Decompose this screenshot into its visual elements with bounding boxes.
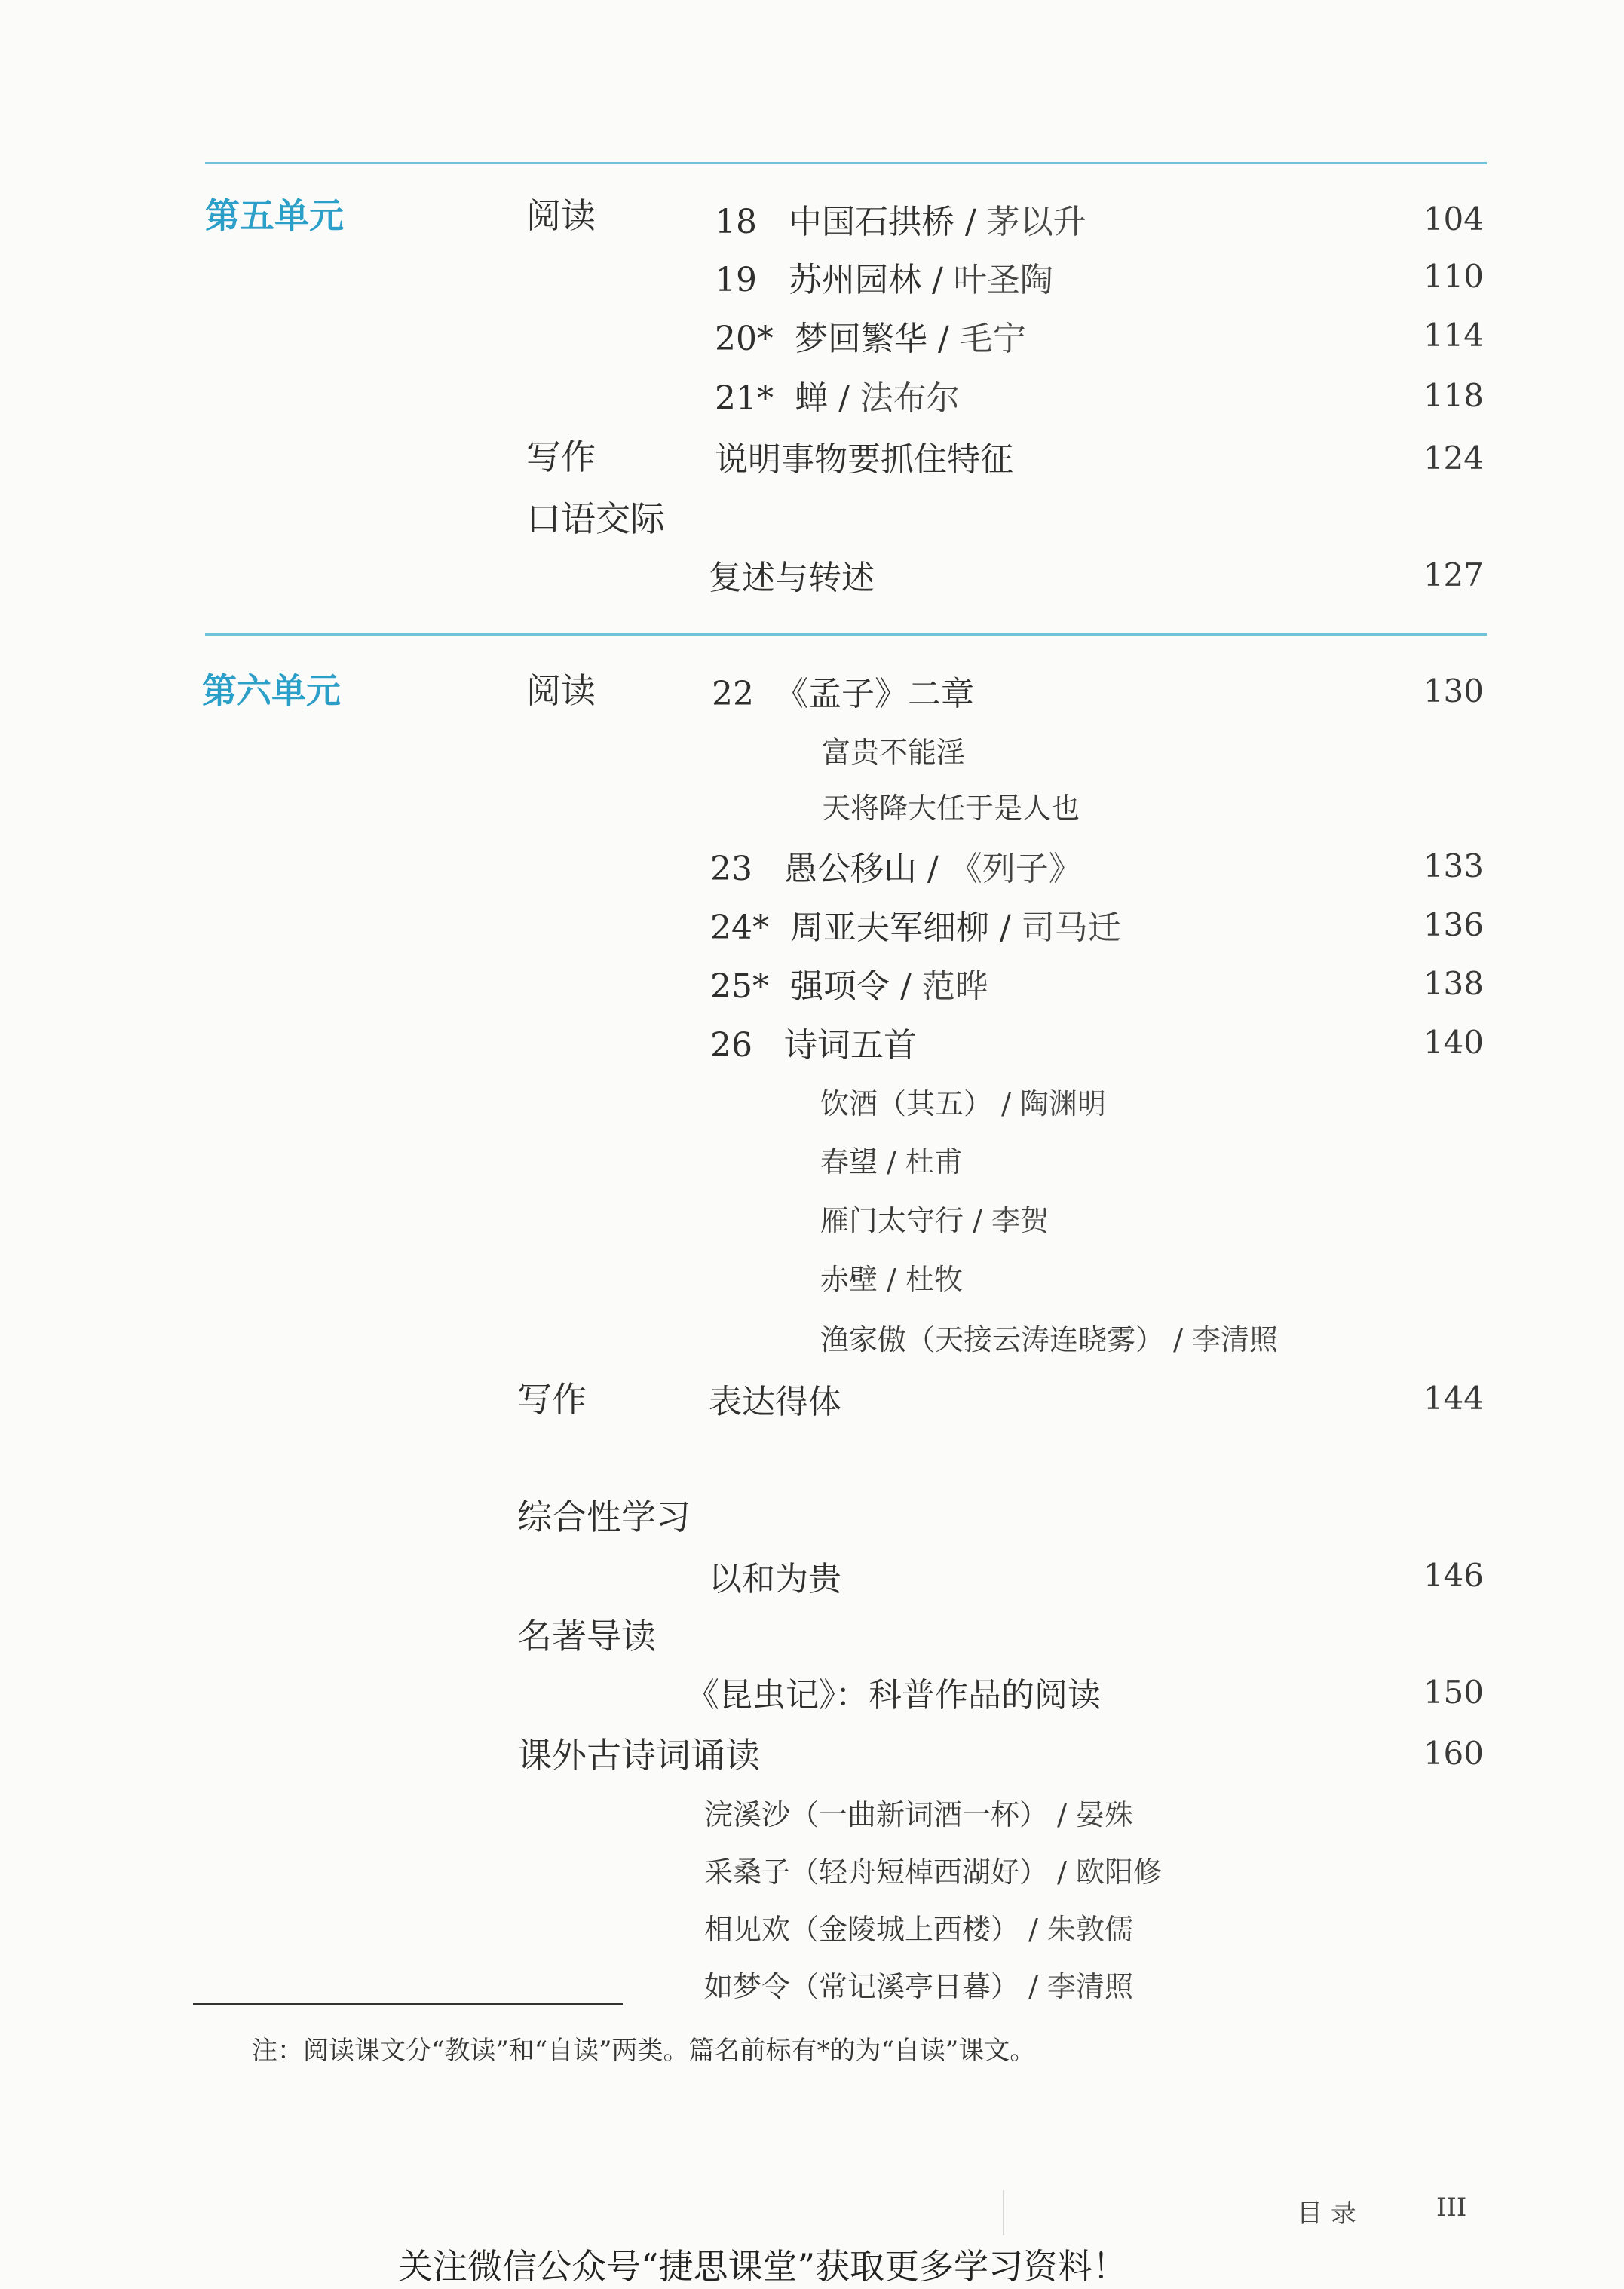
lesson-title: 诗词五首 (783, 1026, 917, 1065)
section-label: 综合性学习 (517, 1497, 691, 1537)
unit-title: 第五单元 (205, 195, 344, 236)
poem-title: 相见欢（金陵城上西楼） (704, 1913, 1020, 1946)
lesson-title: 苏州园林 (788, 261, 921, 299)
poem-title: 浣溪沙（一曲新词酒一杯） (704, 1798, 1049, 1831)
lesson-author: 法布尔 (859, 379, 960, 418)
lesson-author: 毛宁 (959, 320, 1026, 358)
toc-entry[interactable]: 21* 蝉 / 法布尔 (715, 379, 960, 418)
lesson-number: 19 (715, 261, 757, 299)
poem-author: 杜牧 (905, 1263, 963, 1296)
poem-author: 李贺 (991, 1204, 1049, 1237)
unit-divider (205, 633, 1487, 636)
lesson-title: 说明事物要抓住特征 (715, 440, 1013, 479)
section-label: 口语交际 (526, 498, 665, 539)
sub-entry[interactable]: 相见欢（金陵城上西楼） / 朱敦儒 (704, 1913, 1133, 1946)
page-number: 160 (1423, 1735, 1484, 1772)
lesson-author: 司马迁 (1021, 909, 1121, 947)
lesson-number: 20* (715, 320, 774, 358)
poem-author: 朱敦儒 (1046, 1913, 1133, 1946)
lesson-title: 强项令 (789, 967, 890, 1006)
page-number: 110 (1423, 258, 1484, 295)
lesson-number: 23 (710, 850, 752, 888)
poem-title: 饮酒（其五） (820, 1087, 993, 1120)
toc-entry[interactable]: 18 中国石拱桥 / 茅以升 (715, 203, 1086, 241)
lesson-number: 21* (715, 379, 774, 418)
poem-author: 陶渊明 (1019, 1087, 1106, 1120)
page-number: 124 (1423, 440, 1484, 476)
lesson-author: 叶圣陶 (953, 261, 1053, 299)
page-number: 104 (1423, 201, 1484, 237)
lesson-title: 《孟子》二章 (774, 675, 974, 713)
lesson-author: 范晔 (921, 967, 988, 1006)
footer-label: 目 录 (1297, 2199, 1356, 2229)
poem-title: 赤壁 (820, 1263, 878, 1296)
sub-entry[interactable]: 如梦令（常记溪亭日暮） / 李清照 (704, 1970, 1133, 2003)
section-label: 名著导读 (517, 1616, 656, 1656)
toc-entry[interactable]: 23 愚公移山 / 《列子》 (710, 850, 1082, 888)
sub-entry[interactable]: 雁门太守行 / 李贺 (820, 1204, 1049, 1237)
section-label: 写作 (526, 437, 596, 477)
lesson-number: 25* (710, 967, 769, 1006)
page-number: 144 (1423, 1380, 1484, 1417)
toc-entry[interactable] (709, 550, 875, 599)
sub-entry[interactable]: 春望 / 杜甫 (820, 1145, 963, 1178)
poem-author: 李清照 (1191, 1323, 1278, 1356)
toc-entry[interactable]: 19 苏州园林 / 叶圣陶 (715, 261, 1053, 299)
lesson-number: 18 (715, 203, 757, 241)
lesson-number: 22 (712, 675, 754, 713)
toc-entry[interactable] (709, 1374, 841, 1423)
page-number: 133 (1423, 847, 1484, 884)
lesson-author: 茅以升 (986, 203, 1086, 241)
scan-artifact (1003, 2190, 1004, 2235)
page-number: 118 (1423, 377, 1484, 414)
poem-title: 如梦令（常记溪亭日暮） (704, 1970, 1020, 2003)
poem-title: 雁门太守行 (820, 1204, 964, 1237)
poem-author: 欧阳修 (1075, 1855, 1162, 1889)
promo-text: 关注微信公众号“捷思课堂”获取更多学习资料！ (398, 2246, 1128, 2287)
lesson-title: 表达得体 (709, 1383, 841, 1421)
page-number: 140 (1423, 1024, 1484, 1061)
toc-entry[interactable] (715, 432, 1013, 480)
sub-entry[interactable]: 富贵不能淫 (822, 736, 966, 769)
sub-entry[interactable]: 天将降大任于是人也 (822, 792, 1080, 825)
sub-entry[interactable]: 渔家傲（天接云涛连晓雾） / 李清照 (820, 1323, 1278, 1356)
lesson-number: 26 (710, 1026, 752, 1065)
lesson-number: 24* (710, 909, 769, 947)
poem-title: 春望 (820, 1145, 878, 1178)
page-number: 138 (1423, 965, 1484, 1002)
page-number: 136 (1423, 906, 1484, 943)
toc-entry[interactable] (712, 666, 974, 715)
lesson-title: 《昆虫记》：科普作品的阅读 (686, 1676, 1101, 1714)
footnote-rule (193, 2003, 623, 2005)
section-label: 阅读 (526, 195, 596, 236)
sub-entry[interactable]: 赤壁 / 杜牧 (820, 1263, 963, 1296)
page-number: 130 (1423, 673, 1484, 709)
toc-entry[interactable] (686, 1668, 1101, 1716)
poem-title: 采桑子（轻舟短棹西湖好） (704, 1855, 1049, 1889)
lesson-title: 复述与转述 (709, 559, 875, 597)
section-label: 写作 (517, 1379, 587, 1420)
lesson-title: 周亚夫军细柳 (789, 909, 989, 947)
section-label: 阅读 (526, 670, 596, 711)
page-number: 146 (1423, 1557, 1484, 1594)
footer-page-number: III (1436, 2192, 1467, 2223)
sub-entry[interactable]: 浣溪沙（一曲新词酒一杯） / 晏殊 (704, 1798, 1133, 1831)
lesson-title: 蝉 (794, 379, 828, 418)
unit-title: 第六单元 (202, 670, 341, 711)
toc-entry[interactable] (710, 1018, 917, 1066)
poem-title: 渔家傲（天接云涛连晓雾） (820, 1323, 1165, 1356)
toc-entry[interactable]: 24* 周亚夫军细柳 / 司马迁 (710, 909, 1121, 947)
lesson-title: 愚公移山 (783, 850, 917, 888)
lesson-author: 《列子》 (948, 850, 1082, 888)
page-number: 127 (1423, 556, 1484, 593)
toc-entry[interactable]: 20* 梦回繁华 / 毛宁 (715, 320, 1026, 358)
page-number: 114 (1423, 317, 1484, 354)
unit-divider (205, 162, 1487, 164)
page-number: 150 (1423, 1674, 1484, 1711)
sub-entry[interactable]: 饮酒（其五） / 陶渊明 (820, 1087, 1106, 1120)
sub-entry[interactable]: 采桑子（轻舟短棹西湖好） / 欧阳修 (704, 1855, 1162, 1889)
poem-author: 晏殊 (1075, 1798, 1133, 1831)
poem-author: 杜甫 (905, 1145, 963, 1178)
section-label: 课外古诗词诵读 (517, 1735, 760, 1776)
footnote: 注：阅读课文分“教读”和“自读”两类。篇名前标有*的为“自读”课文。 (252, 2036, 1036, 2066)
lesson-title: 以和为贵 (709, 1560, 841, 1598)
toc-entry[interactable]: 25* 强项令 / 范晔 (710, 967, 988, 1006)
lesson-title: 中国石拱桥 (788, 203, 954, 241)
toc-entry[interactable] (709, 1552, 841, 1600)
poem-author: 李清照 (1046, 1970, 1133, 2003)
lesson-title: 梦回繁华 (794, 320, 927, 358)
